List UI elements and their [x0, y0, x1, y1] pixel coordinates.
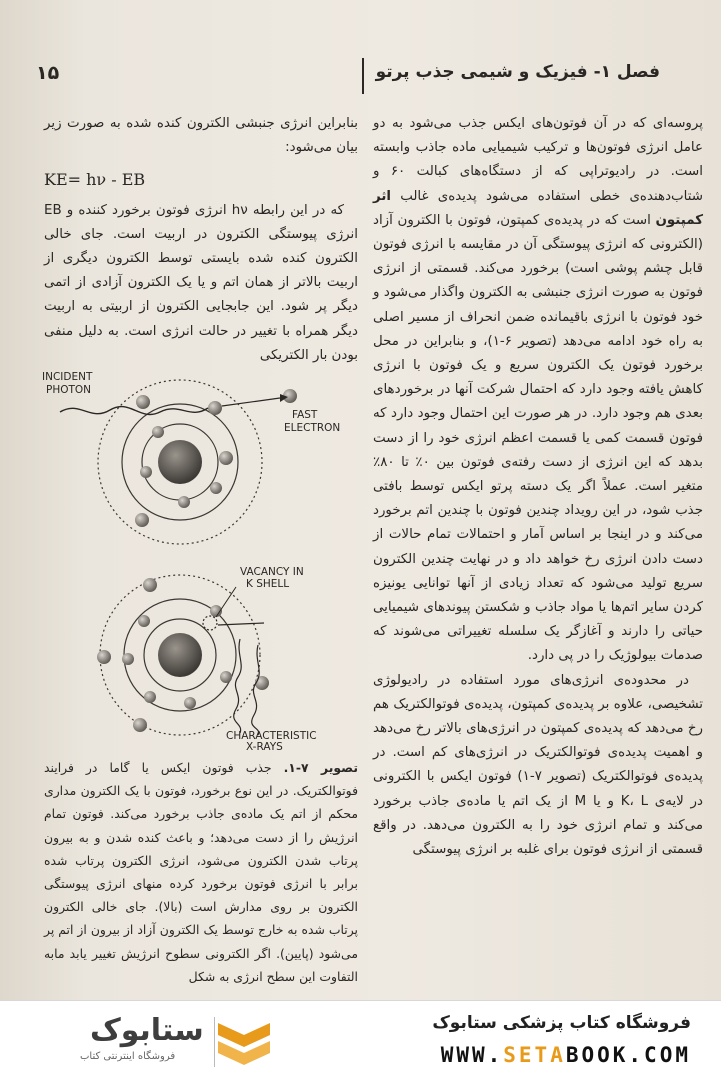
logo-subtitle: فروشگاه اینترنتی کتاب — [80, 1051, 176, 1062]
electron — [138, 615, 150, 627]
label-fast: FAST — [292, 409, 318, 421]
ejection-arrow — [222, 398, 280, 406]
paragraph: در محدوده‌ی انرژی‌های مورد استفاده در رادیولوژی تشخیصی، علاوه بر پدیده‌ی کمپتون، پدیده‌ی فوتوالکتریک هم رخ می‌دهد که پدیده‌ی کمپتون در انرژی‌های بالاتر رخ می‌دهد و اهمیت پدیده‌ی فوتوالکتریک در انرژی‌های کم است. در پدیده‌ی فوتوالکتریک (تصویر ۷-۱) فوتون ایکس با الکترونی در لایه‌ی K، L و یا M از یک اتم یا ماده‌ی جاذب برخورد می‌کند و تمام انرژی خود را به الکترون می‌دهد. در واقع قسمتی از انرژی فوتون برای غلبه بر انرژی پیوستگی — [373, 672, 703, 858]
electron — [184, 697, 196, 709]
atom-diagram-2 — [40, 565, 360, 750]
paragraph: که در این رابطه hν انرژی فوتون برخورد کننده و EB انرژی پیوستگی الکترون در اربیت است. جای خالی الکترون کنده شده بایستی توسط الکترون دیگری از اربیت بالاتر از همان اتم و یا یک الکترون آزادی از اتمی دیگر پر شود. این جابجایی الکترون از اربیتی به اربیت دیگر همراه با تغییر در حالت انرژی است. به دلیل منفی بودن بار الکتریکی — [44, 202, 358, 363]
label-x-rays: X-RAYS — [246, 741, 283, 750]
paragraph: پروسه‌ای که در آن فوتون‌های ایکس جذب می‌شود به دو عامل انرژی فوتون‌ها و ترکیب شیمیایی ماده جاذب وابسته است. در رادیوتراپی که از دستگاه‌های کبالت ۶۰ و شتاب‌دهنده‌ی خطی استفاده می‌شود پدیده‌ی غالب اثر کمپتون است که در پدیده‌ی کمپتون، فوتون با الکترون آزاد (الکترونی که انرژی پیوستگی آن در مقایسه با انرژی فوتون قابل چشم پوشی است) برخورد می‌کند. قسمتی از انرژی فوتون به صورت انرژی جنبشی به الکترون واگذار می‌شود و خود فوتون با انرژی باقیمانده ضمن انحراف از مسیر اصلی به راه خود ادامه می‌دهد (تصویر ۶-۱)، و بنابراین در محل برخورد فوتون یک الکترون سریع و یک فوتون با انرژی کاهش یافته وجود دارد که احتمال شرکت آنها در برخوردهای بعدی هم وجود دارد. در هر صورت این احتمال وجود دارد که فوتون قسمت کمی یا قسمت اعظم انرژی خود را از دست بدهد که این انرژی از دست رفته‌ی فوتون بین ۰٪ تا ۸۰٪ متغیر است. عملاً اگر یک دسته پرتو ایکس توسط بافتی جذب شود، در این رویداد چندین فوتون با چندین اتم برخورد می‌کند و در اینجا بر اساس آمار و احتمالات تمام حالات از دست دادن انرژی رخ خواهد داد و در نهایت چندین الکترون سریع تولید می‌شود که تعداد زیادی از آنها توانایی یونیزه کردن سایر اتم‌ها یا مواد جاذب و شکستن پیوندهای شیمیایی حیاتی را دارند و آغازگر یک سلسله تغییراتی می‌شوند که صدمات بیولوژیک را در پی دارد. — [373, 116, 704, 664]
electron — [219, 451, 233, 465]
electron — [210, 482, 222, 494]
figure-caption — [44, 756, 358, 988]
shop-name: فروشگاه کتاب پزشکی ستابوک — [432, 1013, 691, 1033]
compton-term: اثر کمپتون — [373, 188, 703, 228]
label-vacancy: VACANCY IN — [240, 566, 304, 578]
right-column — [373, 112, 703, 862]
atom-diagram-1 — [40, 360, 360, 550]
electron — [133, 718, 147, 732]
left-column — [44, 112, 358, 368]
electron — [143, 578, 157, 592]
electron — [136, 395, 150, 409]
store-footer-banner — [0, 1000, 721, 1080]
logo-divider — [214, 1017, 215, 1067]
photoelectric-diagram-top — [40, 360, 360, 550]
kinetic-energy-formula: KE= hν - EB — [44, 170, 146, 190]
vacancy-pointer — [216, 587, 236, 617]
k-shell-vacancy — [203, 616, 217, 630]
caption-text: جذب فوتون ایکس یا گاما در فرایند فوتوالکتریک. در این نوع برخورد، فوتون با یک الکترون مداری محکم از اتم یک ماده‌ی جاذب برخورد می‌کند. فوتون تمام انرژیش را از دست می‌دهد؛ و باعث کنده شدن و به بیرون پرتاب شدن الکترون می‌شود، انرژی الکترون پرتاب شده برابر با انرژی فوتون برخورد کرده منهای انرژی پیوستگی الکترون بر روی مدارش است (بالا). جای خالی الکترون پرتاب شده به خارج توسط یک الکترون آزاد از بیرون از اتم پر می‌شود (پایین). اگر الکترونی سطوح انرژیش تغییر یابد مابه التفاوت این سطح انرژی به شکل — [44, 760, 358, 984]
electron — [208, 401, 222, 415]
nucleus — [158, 440, 202, 484]
incident-photon-wave — [60, 407, 208, 415]
paragraph: بنابراین انرژی جنبشی الکترون کنده شده به صورت زیر بیان می‌شود: — [44, 116, 358, 156]
electron — [220, 671, 232, 683]
page-header — [20, 58, 680, 98]
photoelectric-diagram-bottom — [40, 565, 360, 750]
electron — [140, 466, 152, 478]
header-divider — [362, 58, 364, 94]
electron — [255, 676, 269, 690]
label-k-shell: K SHELL — [246, 578, 290, 590]
x-ray-wave — [252, 645, 259, 735]
logo-chevron-icon — [214, 1015, 274, 1071]
shop-url-link[interactable]: WWW.SETABOOK.COM — [440, 1043, 691, 1067]
logo-text: ستابوک — [90, 1013, 204, 1048]
label-electron: ELECTRON — [284, 422, 341, 434]
nucleus — [158, 633, 202, 677]
electron — [144, 691, 156, 703]
electron — [178, 496, 190, 508]
electron — [97, 650, 111, 664]
electron — [135, 513, 149, 527]
page-number: ۱۵ — [36, 62, 60, 84]
label-incident: INCIDENT — [42, 371, 93, 383]
electron — [152, 426, 164, 438]
store-logo[interactable] — [24, 1011, 264, 1071]
electron — [122, 653, 134, 665]
chapter-title: فصل ۱- فیزیک و شیمی جذب پرتو — [375, 62, 660, 82]
label-characteristic: CHARACTERISTIC — [226, 730, 317, 742]
label-photon: PHOTON — [46, 384, 92, 396]
caption-title: تصویر ۷-۱. — [283, 760, 358, 775]
